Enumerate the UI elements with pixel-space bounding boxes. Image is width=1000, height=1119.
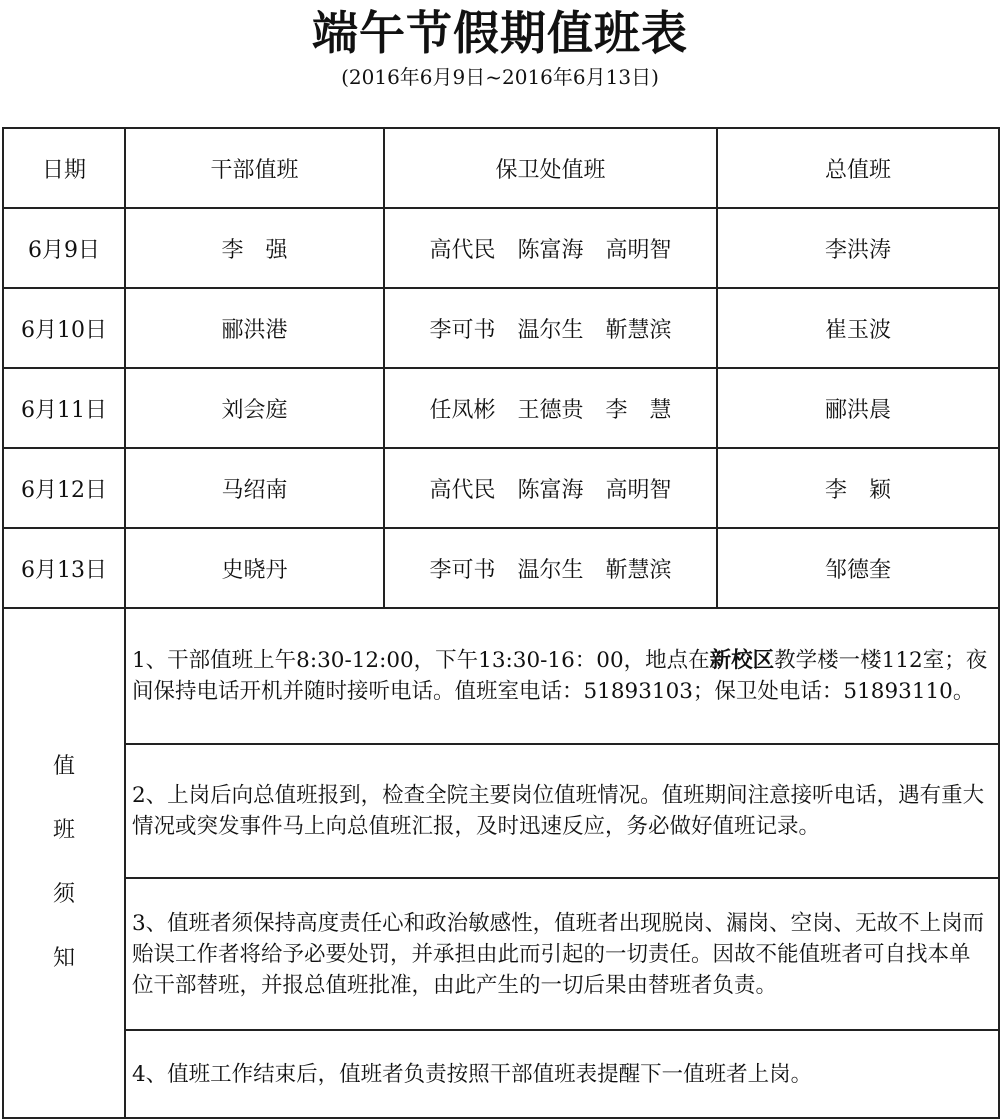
note-item-2: 2、上岗后向总值班报到，检查全院主要岗位值班情况。值班期间注意接听电话，遇有重大情况或突发事件马上向总值班汇报，及时迅速反应，务必做好值班记录。 [125,744,999,878]
cell-chief: 郦洪晨 [717,368,999,448]
cell-date: 6月11日 [3,368,125,448]
cell-cadre: 郦洪港 [125,288,384,368]
duty-roster-table [2,127,1000,1119]
notes-label-char: 班 [52,818,75,843]
table-row [3,208,999,288]
cell-security: 李可书 温尔生 靳慧滨 [384,288,717,368]
cell-cadre: 李 强 [125,208,384,288]
cell-cadre: 史晓丹 [125,528,384,608]
page-title: 端午节假期值班表 [312,6,688,60]
cell-security: 任凤彬 王德贵 李 慧 [384,368,717,448]
cell-chief: 李 颖 [717,448,999,528]
header-security-duty: 保卫处值班 [384,128,717,208]
note-1-text-before: 1、干部值班上午8:30-12:00，下午13:30-16：00，地点在 [132,648,710,673]
note-1-location-bold: 新校区 [709,648,775,673]
cell-chief: 崔玉波 [717,288,999,368]
notes-row-1 [3,608,999,744]
notes-row-3 [3,878,999,1030]
date-range-subtitle: (2016年6月9日~2016年6月13日) [341,65,659,89]
cell-chief: 李洪涛 [717,208,999,288]
table-row [3,368,999,448]
header-chief-duty: 总值班 [717,128,999,208]
cell-cadre: 马绍南 [125,448,384,528]
cell-date: 6月12日 [3,448,125,528]
cell-cadre: 刘会庭 [125,368,384,448]
table-row [3,288,999,368]
duty-notes-label [3,608,125,1118]
notes-label-char: 知 [52,946,75,971]
cell-security: 高代民 陈富海 高明智 [384,208,717,288]
header-cadre-duty: 干部值班 [125,128,384,208]
table-row [3,448,999,528]
notes-row-2 [3,744,999,878]
cell-security: 高代民 陈富海 高明智 [384,448,717,528]
header-date: 日期 [3,128,125,208]
table-header-row [3,128,999,208]
note-1-text-after: 教学楼一楼112室；夜间保持电话开机并随时接听电话。值班室电话：51893103；保卫处电话：51893110。 [132,648,988,704]
notes-row-4 [3,1030,999,1118]
table-row [3,528,999,608]
cell-date: 6月13日 [3,528,125,608]
cell-security: 李可书 温尔生 靳慧滨 [384,528,717,608]
notes-label-char: 须 [52,882,75,907]
cell-date: 6月9日 [3,208,125,288]
note-item-3: 3、值班者须保持高度责任心和政治敏感性，值班者出现脱岗、漏岗、空岗、无故不上岗而贻误工作者将给予必要处罚，并承担由此而引起的一切责任。因故不能值班者可自找本单位干部替班，并报总值班批准，由此产生的一切后果由替班者负责。 [125,878,999,1030]
note-item-4: 4、值班工作结束后，值班者负责按照干部值班表提醒下一值班者上岗。 [125,1030,999,1118]
notes-label-char: 值 [52,754,75,779]
note-item-1 [125,608,999,744]
cell-chief: 邹德奎 [717,528,999,608]
cell-date: 6月10日 [3,288,125,368]
